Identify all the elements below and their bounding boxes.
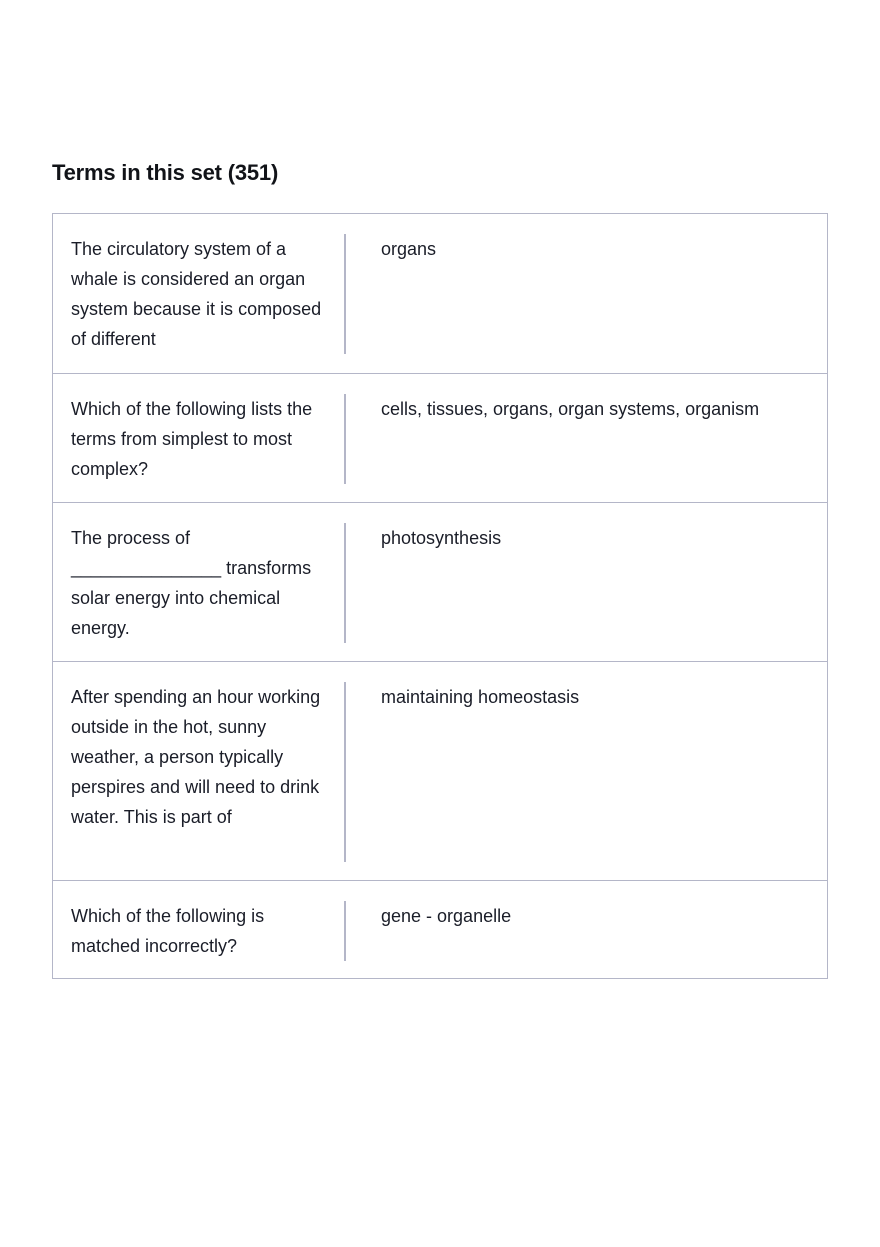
definition-text: cells, tissues, organs, organ systems, organism (381, 399, 760, 419)
term-row (53, 661, 827, 880)
definition-text: photosynthesis (381, 528, 502, 548)
term-row (53, 214, 827, 373)
terms-table (52, 213, 828, 979)
term-row (53, 880, 827, 978)
term-text: The circulatory system of a whale is considered an organ system because it is composed of different (71, 239, 322, 349)
term-row (53, 502, 827, 661)
term-text: The process of _______________ transforms solar energy into chemical energy. (71, 528, 312, 638)
definition-text: organs (381, 239, 437, 259)
term-row (53, 373, 827, 502)
definition-text: maintaining homeostasis (381, 687, 580, 707)
definition-text: gene - organelle (381, 906, 512, 926)
term-text: After spending an hour working outside in the hot, sunny weather, a person typically perspires and will need to drink water. This is part of (71, 687, 321, 827)
term-text: Which of the following is matched incorrectly? (71, 906, 265, 956)
set-heading: Terms in this set (351) (52, 160, 279, 185)
term-text: Which of the following lists the terms from simplest to most complex? (71, 399, 313, 479)
